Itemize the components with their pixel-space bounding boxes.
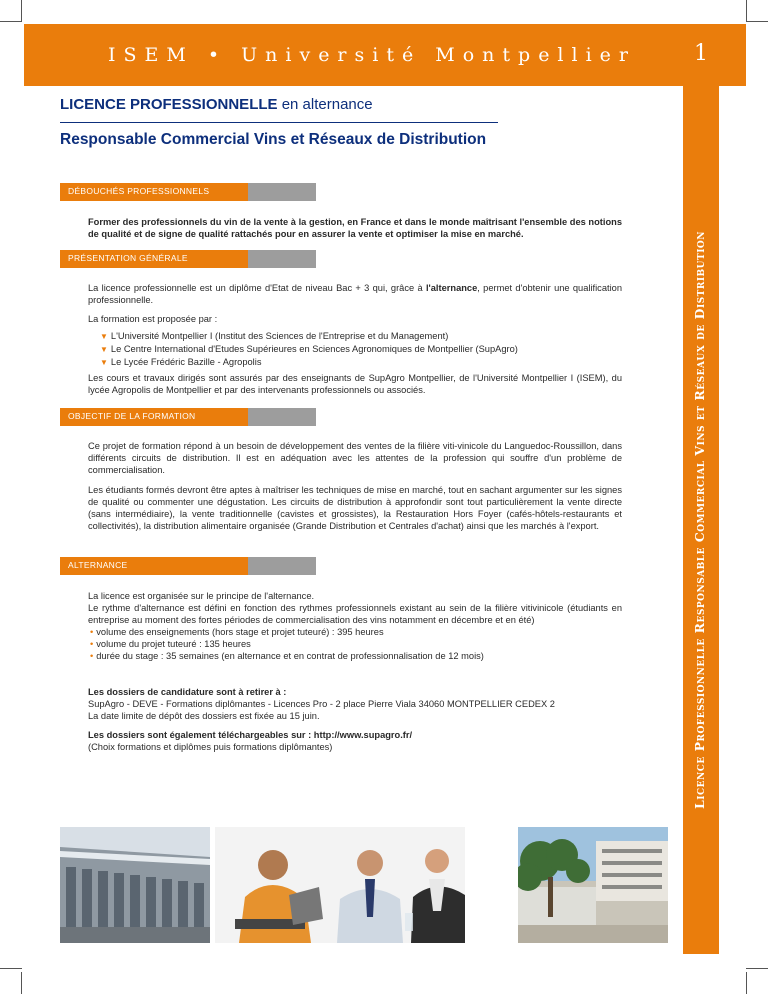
title-bold: LICENCE PROFESSIONNELLE xyxy=(60,96,278,113)
section-header-presentation xyxy=(60,250,316,268)
list-item-text: volume du projet tuteuré : 135 heures xyxy=(96,639,251,649)
partner-list xyxy=(100,330,620,369)
list-item xyxy=(100,330,620,343)
campus-photo xyxy=(518,827,668,943)
crop-mark xyxy=(21,0,22,22)
page-number: 1 xyxy=(694,41,708,66)
list-item xyxy=(100,356,620,369)
section-label: PRÉSENTATION GÉNÉRALE xyxy=(68,253,188,263)
text-run: La licence professionnelle est un diplôme d'Etat de niveau Bac + 3 qui, grâce à xyxy=(88,283,426,293)
list-item xyxy=(88,626,622,638)
crop-mark xyxy=(0,21,22,22)
title-divider xyxy=(60,122,498,123)
alternance-block xyxy=(88,590,622,662)
presentation-paragraph-3: Les cours et travaux dirigés sont assurés par des enseignants de SupAgro Montpellier, de l'Université Montpellier I (ISEM), du lycée Agropolis de Montpellier et par des intervenants professionnels ou associés. xyxy=(88,373,622,395)
text-run-bold: l'alternance xyxy=(425,283,478,293)
download-note: (Choix formations et diplômes puis formations diplômantes) xyxy=(88,742,333,752)
presentation-paragraph-1 xyxy=(88,282,622,306)
building-photo xyxy=(60,827,210,943)
students-photo xyxy=(215,827,465,943)
triangle-bullet-icon: ▼ xyxy=(100,332,108,341)
header-band xyxy=(24,24,746,86)
triangle-bullet-icon: ▼ xyxy=(100,358,108,367)
dot-bullet-icon: • xyxy=(90,627,94,637)
download-block xyxy=(88,729,622,753)
header-title: ISEM • Université Montpellier xyxy=(108,44,636,66)
section-label: DÉBOUCHÉS PROFESSIONNELS xyxy=(68,186,210,196)
presentation-paragraph-2: La formation est proposée par : xyxy=(88,314,218,324)
crop-mark xyxy=(746,968,768,969)
download-title: Les dossiers sont également téléchargeables sur : http://www.supagro.fr/ xyxy=(88,730,413,740)
title-rest: en alternance xyxy=(277,96,373,113)
list-item-text: durée du stage : 35 semaines (en alternance et en contrat de professionnalisation de 12 mois) xyxy=(96,651,484,661)
section-header-debouches xyxy=(60,183,316,201)
section-label: OBJECTIF DE LA FORMATION xyxy=(68,411,196,421)
alternance-line: Le rythme d'alternance est défini en fonction des rythmes professionnels existant au sein de la filière vitivinicole (étudiants en entreprise au moment des fortes périodes de commercialisation des vins notamment en décembre et en été) xyxy=(88,603,622,625)
side-title: Licence Professionnelle Responsable Commercial Vins et Réseaux de Distribution xyxy=(692,231,707,809)
dossier-address: SupAgro - DEVE - Formations diplômantes - Licences Pro - 2 place Pierre Viala 34060 MONTPELLIER CEDEX 2 xyxy=(88,699,555,709)
alternance-line: La licence est organisée sur le principe de l'alternance. xyxy=(88,591,315,601)
dossier-date: La date limite de dépôt des dossiers est fixée au 15 juin. xyxy=(88,711,320,721)
list-item xyxy=(88,638,622,650)
dot-bullet-icon: • xyxy=(90,651,94,661)
crop-mark xyxy=(0,968,22,969)
list-item xyxy=(88,650,622,662)
section-header-objectif xyxy=(60,408,316,426)
page-subtitle: Responsable Commercial Vins et Réseaux de Distribution xyxy=(60,131,487,148)
crop-mark xyxy=(21,972,22,994)
objectif-paragraph-1: Ce projet de formation répond à un besoin de développement des ventes de la filière viti-vinicole du Languedoc-Roussillon, dans différents circuits de distribution. Il est en adéquation avec les attentes de la profession qui souffre d'un problème de commercialisation. xyxy=(88,441,622,475)
triangle-bullet-icon: ▼ xyxy=(100,345,108,354)
crop-mark xyxy=(746,972,747,994)
page-title xyxy=(60,96,373,113)
debouches-text: Former des professionnels du vin de la vente à la gestion, en France et dans le monde maîtrisant l'ensemble des notions de qualité et de signe de qualité rattachés pour en assurer la vente et optimiser la mise en marché. xyxy=(88,217,622,239)
list-item xyxy=(100,343,620,356)
crop-mark xyxy=(746,21,768,22)
list-item-text: L'Université Montpellier I (Institut des Sciences de l'Entreprise et du Management) xyxy=(110,331,449,341)
crop-mark xyxy=(746,0,747,22)
dossier-block xyxy=(88,686,622,722)
text-run: , permet d'obtenir une qualification professionnelle. xyxy=(88,283,622,305)
list-item-text: Le Lycée Frédéric Bazille - Agropolis xyxy=(110,357,262,367)
section-label: ALTERNANCE xyxy=(68,560,128,570)
dossier-title: Les dossiers de candidature sont à retirer à : xyxy=(88,687,287,697)
dot-bullet-icon: • xyxy=(90,639,94,649)
list-item-text: volume des enseignements (hors stage et projet tuteuré) : 395 heures xyxy=(96,627,384,637)
section-header-alternance xyxy=(60,557,316,575)
objectif-paragraph-2: Les étudiants formés devront être aptes à maîtriser les techniques de mise en marché, tout en sachant argumenter sur les signes de qualité ou commenter une dégustation. Les circuits de distribution à approfondir sont tout particulièrement la vente directe (sans intermédiaire), la vente traditionnelle (cavistes et grossistes), la Restauration Hors Foyer (cafés-hôtels-restaurants et collectivités), la distribution alimentaire organisée (Grande Distribution et Centrales d'achat) ainsi que les marchés à l'export. xyxy=(88,485,622,531)
list-item-text: Le Centre International d'Etudes Supérieures en Sciences Agronomiques de Montpellier (SupAgro) xyxy=(110,344,518,354)
